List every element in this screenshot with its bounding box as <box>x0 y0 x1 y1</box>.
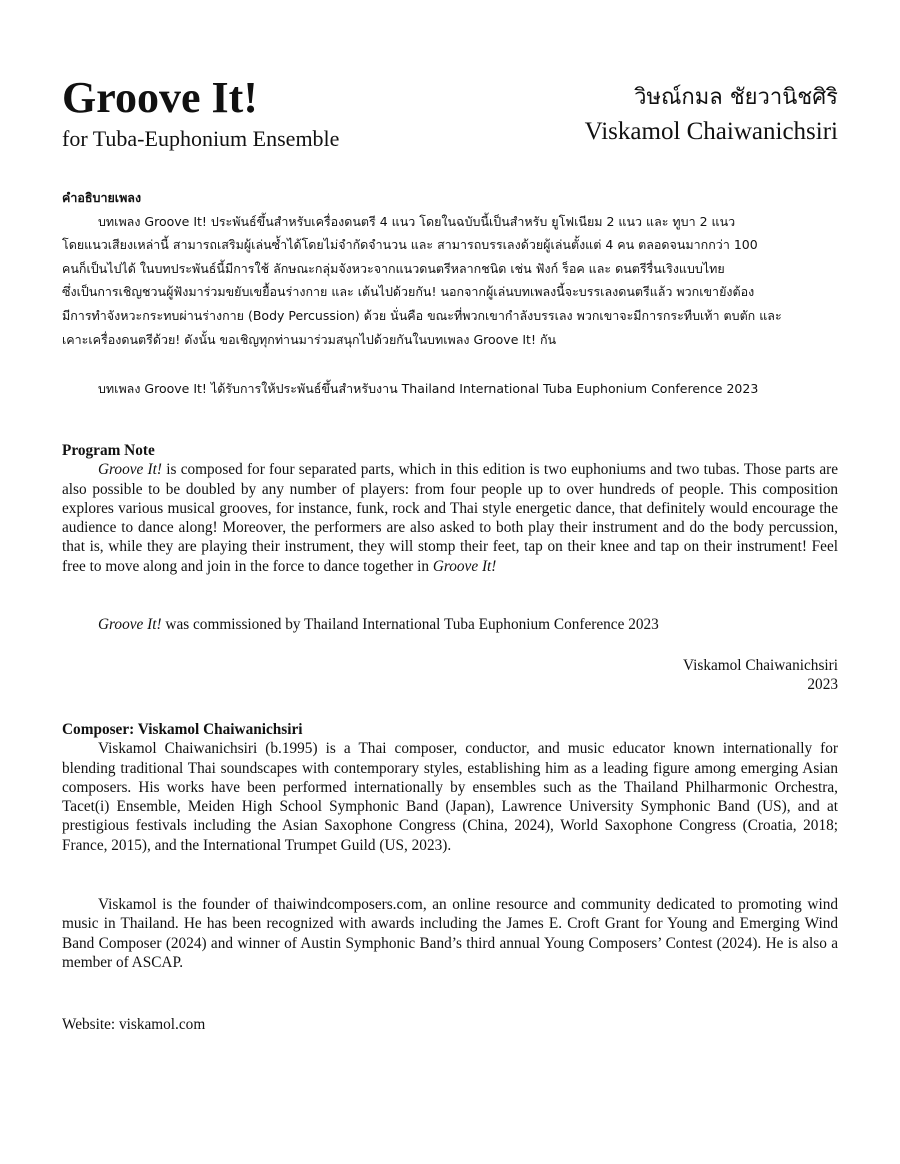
composer-bio-paragraph: Viskamol is the founder of thaiwindcomposers.com, an online resource and community dedicated to promoting wind music in Thailand. He has been recognized with awards including the James E. Croft Grant for Young and Emerging Wind Band Composer (2024) and winner of Austin Symphonic Band’s third annual Young Composers’ Contest (2024). He is also a member of ASCAP. <box>62 896 838 971</box>
composer-bio-paragraph: Viskamol Chaiwanichsiri (b.1995) is a Thai composer, conductor, and music educator known internationally for blending traditional Thai soundscapes with contemporary styles, establishing him as a leading figure among emerging Asian composers. His works have been performed internationally by ensembles such as the Thailand Philharmonic Orchestra, Tacet(i) Ensemble, Meiden High School Symphonic Band (Japan), Lawrence University Symphonic Band (US), and at prestigious festivals including the Asian Saxophone Congress (China, 2024), World Saxophone Congress (Croatia, 2018; France, 2015), and the International Trumpet Guild (US, 2023). <box>62 740 838 854</box>
piece-title: Groove It! <box>62 73 258 122</box>
thai-note-line: บทเพลง Groove It! ประพันธ์ขึ้นสำหรับเครื่องดนตรี 4 แนว โดยในฉบับนี้เป็นสำหรับ ยูโฟเนียม 2 แนว และ ทูบา 2 แนว <box>98 213 736 229</box>
program-note-paragraph <box>62 460 838 576</box>
composer-name-thai: วิษณ์กมล ชัยวานิชศิริ <box>634 85 838 110</box>
thai-note-body <box>62 210 838 234</box>
program-note-heading: Program Note <box>62 442 155 459</box>
commission-text: was commissioned by Thailand International Tuba Euphonium Conference 2023 <box>161 616 659 633</box>
thai-note-heading: คำอธิบายเพลง <box>62 190 142 205</box>
thai-program-note <box>62 186 838 351</box>
commission-statement <box>62 615 838 634</box>
website-line: Website: viskamol.com <box>62 1016 206 1033</box>
composer-bio-heading: Composer: Viskamol Chaiwanichsiri <box>62 721 303 738</box>
thai-note-line: คนก็เป็นไปได้ ในบทประพันธ์นี้มีการใช้ ลักษณะกลุ่มจังหวะจากแนวดนตรีหลากชนิด เช่น ฟังก์ ร็อค และ ดนตรีรื่นเริงแบบไทย <box>62 260 725 276</box>
thai-commission-note: บทเพลง Groove It! ได้รับการให้ประพันธ์ขึ้นสำหรับงาน Thailand International Tuba Euphonium Conference 2023 <box>98 381 759 396</box>
thai-note-line: เคาะเครื่องดนตรีด้วย! ดังนั้น ขอเชิญทุกท่านมาร่วมสนุกไปด้วยกันในบทเพลง Groove It! กัน <box>62 331 557 347</box>
signature <box>62 656 838 695</box>
piece-title-ref: Groove It! <box>432 557 497 575</box>
thai-note-line: มีการทำจังหวะกระทบผ่านร่างกาย (Body Percussion) ด้วย นั่นคือ ขณะที่พวกเขากำลังบรรเลง พวกเขาจะมีการกระทืบเท้า ตบตัก และ <box>62 307 782 323</box>
composer-bio <box>62 720 838 855</box>
piece-subtitle: for Tuba-Euphonium Ensemble <box>62 126 340 151</box>
signature-year: 2023 <box>807 676 838 694</box>
piece-title-ref: Groove It! <box>98 461 162 479</box>
program-note <box>62 441 838 576</box>
composer-bio-second <box>62 895 838 972</box>
thai-note-line: ซึ่งเป็นการเชิญชวนผู้ฟังมาร่วมขยับเขยื้อนร่างกาย และ เต้นไปด้วยกัน! นอกจากผู้เล่นบทเพลงนี้จะบรรเลงดนตรีแล้ว พวกเขายังต้อง <box>62 284 755 300</box>
commission-paragraph <box>62 615 838 634</box>
piece-title-ref: Groove It! <box>98 616 162 633</box>
thai-note-line: โดยแนวเสียงเหล่านี้ สามารถเสริมผู้เล่นซ้ำได้โดยไม่จำกัดจำนวน และ สามารถบรรเลงด้วยผู้เล่นตั้งแต่ 4 คน ตลอดจนมากกว่า 100 <box>62 237 758 253</box>
program-note-text: is composed for four separated parts, which in this edition is two euphoniums and two tubas. Those parts are also possible to be doubled by any number of players: from four people up to over hundreds of people. This composition explores various musical grooves, for instance, funk, rock and Thai style energetic dance, that definitely would encourage the audience to dance along! Moreover, the performers are also asked to both play their instrument and do the body percussion, that is, while they are playing their instrument, they will stomp their feet, tap on their knee and tap on their instrument! Feel free to move along and join in the force to dance together in <box>62 461 838 575</box>
composer-name-english: Viskamol Chaiwanichsiri <box>584 118 838 145</box>
signature-name: Viskamol Chaiwanichsiri <box>682 657 838 674</box>
